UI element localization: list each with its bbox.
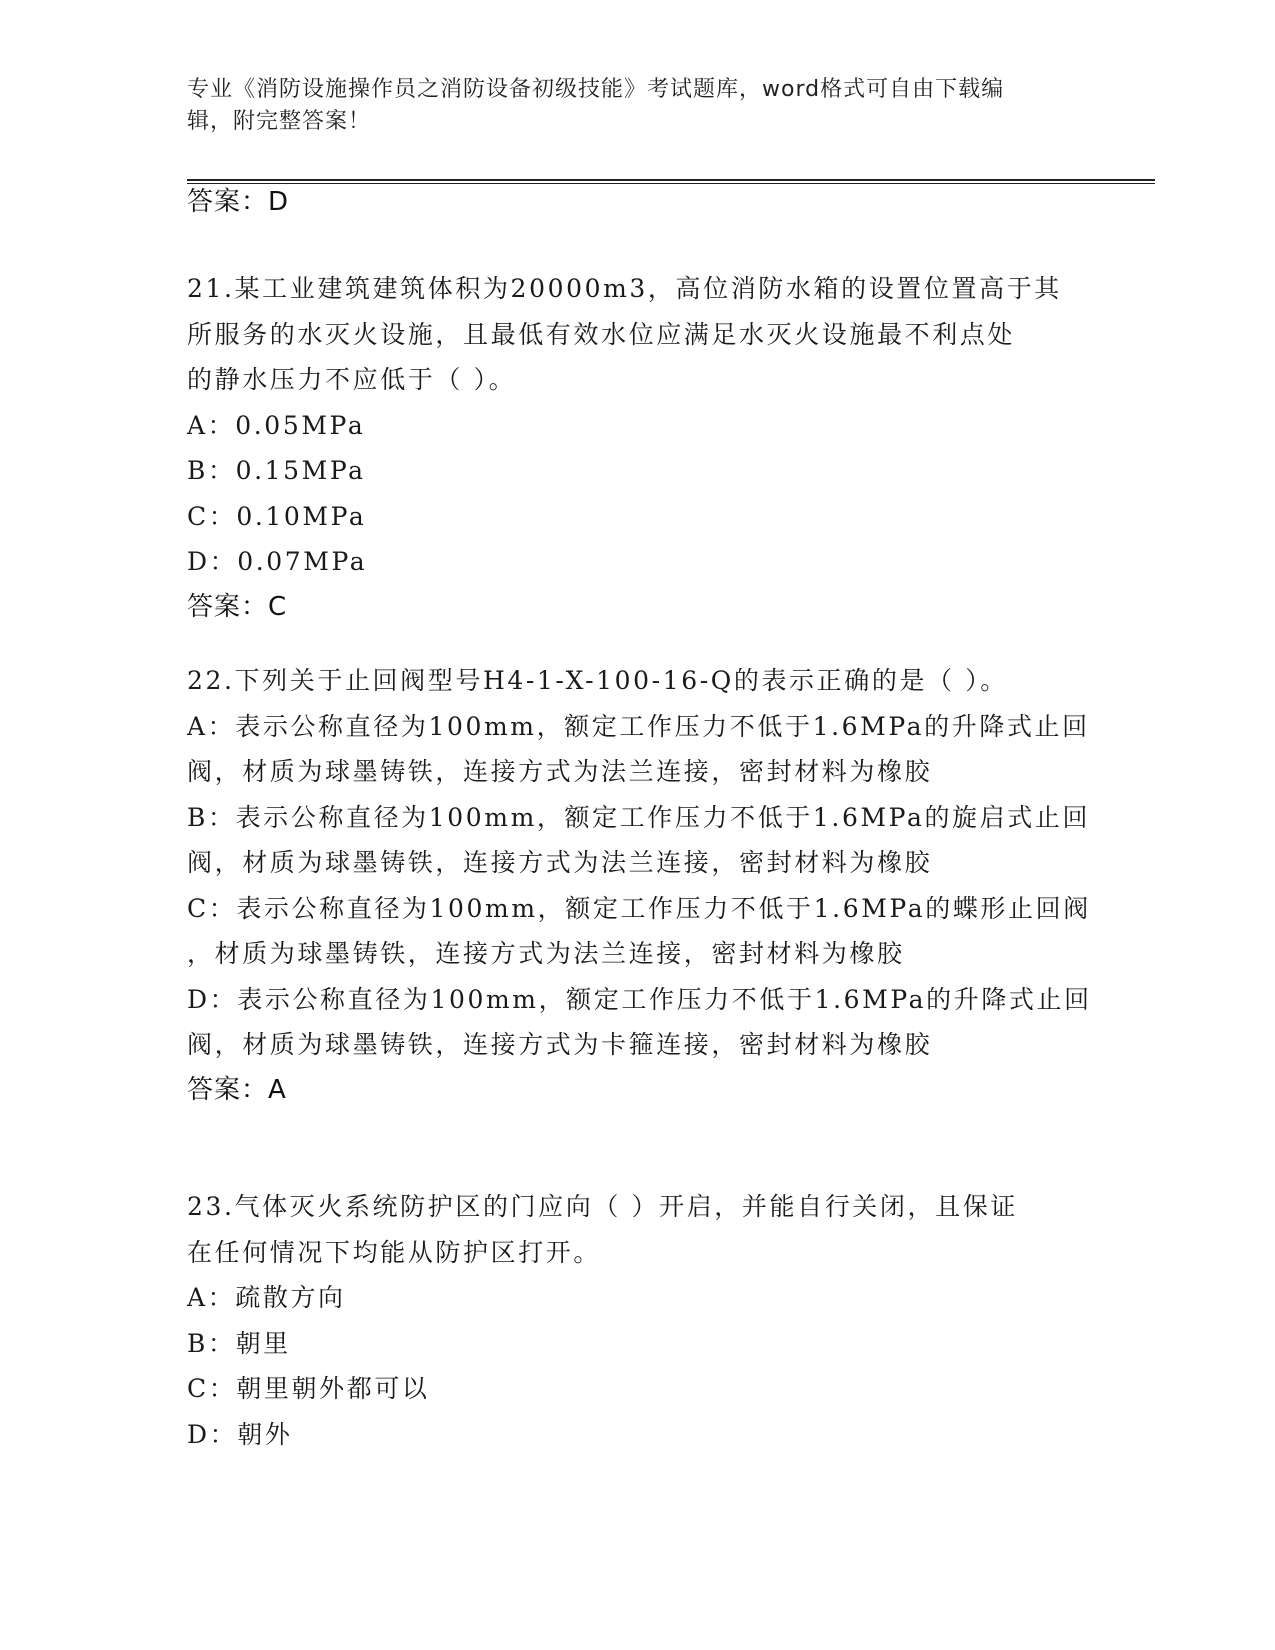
option-d: D：朝外 <box>187 1419 293 1449</box>
option-d: D：0.07MPa <box>187 547 368 576</box>
question-text-line: 23.气体灭火系统防护区的门应向（ ）开启，并能自行关闭，且保证 <box>187 1192 1018 1221</box>
answer: 答案：C <box>187 591 288 622</box>
option-a: A：疏散方向 <box>187 1283 346 1312</box>
option-c: C：0.10MPa <box>187 501 367 531</box>
header-line-1: 专业《消防设施操作员之消防设备初级技能》考试题库，word格式可自由下载编 <box>187 77 1005 102</box>
answer: 答案：A <box>187 1074 287 1105</box>
option-b-line-1: B：表示公称直径为100mm，额定工作压力不低于1.6MPa的旋启式止回 <box>187 802 1091 832</box>
question-22 <box>187 658 1092 1113</box>
option-b: B：朝里 <box>187 1328 291 1358</box>
option-a-line-2: 阀，材质为球墨铸铁，连接方式为法兰连接，密封材料为橡胶 <box>187 757 933 786</box>
option-a: A：0.05MPa <box>187 410 366 440</box>
question-text-line: 的静水压力不应低于（ ）。 <box>187 365 517 394</box>
question-text-line: 22.下列关于止回阀型号H4-1-X-100-16-Q的表示正确的是（ ）。 <box>187 666 1008 695</box>
option-c-line-1: C：表示公称直径为100mm，额定工作压力不低于1.6MPa的蝶形止回阀 <box>187 893 1091 923</box>
option-c-line-2: ，材质为球墨铸铁，连接方式为法兰连接，密封材料为橡胶 <box>187 939 905 968</box>
question-23 <box>187 1184 1087 1457</box>
previous-answer: 答案：D <box>187 187 290 217</box>
question-text-line: 所服务的水灭火设施，且最低有效水位应满足水灭火设施最不利点处 <box>187 319 1016 349</box>
question-text-line: 21.某工业建筑建筑体积为20000m3，高位消防水箱的设置位置高于其 <box>187 274 1062 303</box>
option-b: B：0.15MPa <box>187 456 366 485</box>
document-header <box>187 74 1087 138</box>
question-text-line: 在任何情况下均能从防护区打开。 <box>187 1237 602 1267</box>
question-21 <box>187 266 1087 630</box>
header-line-2: 辑，附完整答案！ <box>187 109 372 134</box>
option-a-line-1: A：表示公称直径为100mm，额定工作压力不低于1.6MPa的升降式止回 <box>187 711 1090 741</box>
option-b-line-2: 阀，材质为球墨铸铁，连接方式为法兰连接，密封材料为橡胶 <box>187 848 933 877</box>
option-c: C：朝里朝外都可以 <box>187 1374 430 1403</box>
option-d-line-1: D：表示公称直径为100mm，额定工作压力不低于1.6MPa的升降式止回 <box>187 984 1092 1014</box>
option-d-line-2: 阀，材质为球墨铸铁，连接方式为卡箍连接，密封材料为橡胶 <box>187 1030 933 1059</box>
